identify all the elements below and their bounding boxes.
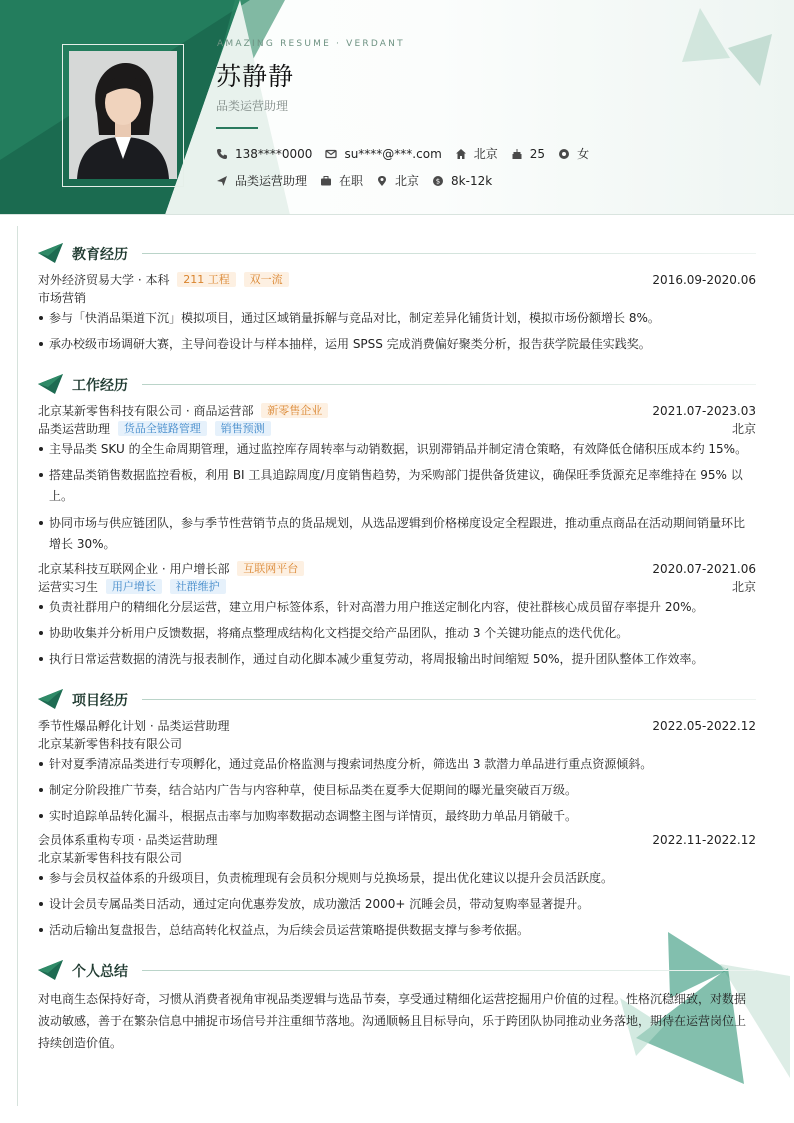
job-role-row	[38, 421, 756, 437]
intent-row	[216, 172, 505, 189]
job-role-row	[38, 579, 756, 595]
section-projects	[38, 688, 756, 710]
list-item	[38, 597, 756, 618]
status-value: 在职	[339, 174, 364, 188]
section-title-projects: 项目经历	[72, 693, 128, 709]
age-value: 25	[529, 146, 546, 161]
gender-value: 女	[577, 147, 590, 161]
bullet-dot	[39, 631, 43, 635]
list-item	[38, 308, 756, 329]
city-value: 北京	[473, 147, 498, 161]
company-name: 北京某新零售科技有限公司 · 商品运营部	[38, 404, 254, 418]
bullet-text: 参与「快消品渠道下沉」模拟项目，通过区域销量拆解与竞品对比，制定差异化铺货计划，模拟市场份额增长 8%。	[49, 311, 660, 325]
candidate-title: 品类运营助理	[216, 99, 289, 113]
bullet-dot	[39, 788, 43, 792]
project-name: 会员体系重构专项 · 品类运营助理	[38, 833, 218, 847]
cake-icon	[511, 148, 523, 160]
bullet-dot	[39, 902, 43, 906]
phone-value: 138****0000	[235, 146, 313, 161]
money-icon	[432, 175, 444, 187]
salary-item	[432, 174, 492, 188]
resume-kicker: AMAZING RESUME · VERDANT	[217, 39, 405, 49]
section-summary	[38, 959, 756, 981]
bullet-text: 针对夏季清凉品类进行专项孵化，通过竞品价格监测与搜索词热度分析，筛选出 3 款潜力单品进行重点资源倾斜。	[49, 757, 653, 771]
job-role: 品类运营助理	[38, 422, 111, 436]
paper-plane-flag-icon	[38, 960, 64, 980]
gender-item	[558, 145, 589, 162]
list-item	[38, 806, 756, 827]
project-name: 季节性爆品孵化计划 · 品类运营助理	[38, 719, 230, 733]
list-item	[38, 920, 756, 941]
bullet-dot	[39, 521, 43, 525]
list-item	[38, 868, 756, 889]
list-item	[38, 754, 756, 775]
briefcase-icon	[320, 175, 332, 187]
list-item	[38, 465, 756, 507]
bullet-text: 承办校级市场调研大赛，主导问卷设计与样本抽样，运用 SPSS 完成消费偏好聚类分析，报告获学院最佳实践奖。	[49, 337, 651, 351]
bullet-dot	[39, 316, 43, 320]
email-item	[325, 147, 441, 161]
bullet-dot	[39, 657, 43, 661]
project-date: 2022.11-2022.12	[652, 833, 756, 847]
paper-plane-flag-icon	[38, 689, 64, 709]
target-job-value: 品类运营助理	[235, 174, 308, 188]
education-tag: 211 工程	[177, 272, 236, 287]
bullet-dot	[39, 928, 43, 932]
bullet-text: 实时追踪单品转化漏斗，根据点击率与加购率数据动态调整主图与详情页，最终助力单品月销破千。	[49, 809, 578, 823]
job-header	[38, 403, 756, 419]
job-role: 运营实习生	[38, 580, 99, 594]
school-name: 对外经济贸易大学 · 本科	[38, 273, 170, 287]
role-tag: 用户增长	[106, 579, 162, 594]
list-item	[38, 780, 756, 801]
education-tag: 双一流	[244, 272, 289, 287]
bullet-text: 制定分阶段推广节奏，结合站内广告与内容种草，使目标品类在夏季大促期间的曝光量突破百万级。	[49, 783, 578, 797]
job-location: 北京	[731, 580, 756, 594]
status-item	[320, 172, 363, 189]
mail-icon	[325, 148, 337, 160]
paper-plane-flag-icon	[38, 243, 64, 263]
candidate-name: 苏静静	[216, 62, 295, 91]
role-tag: 销售预测	[215, 421, 271, 436]
job-header	[38, 561, 756, 577]
project-org: 北京某新零售科技有限公司	[38, 737, 183, 751]
title-underline	[216, 127, 258, 129]
section-title-work: 工作经历	[72, 378, 128, 394]
svg-text:$: $	[435, 177, 441, 186]
section-line	[142, 699, 756, 700]
section-work	[38, 373, 756, 395]
list-item	[38, 439, 756, 460]
list-item	[38, 623, 756, 644]
bullet-text: 负责社群用户的精细化分层运营，建立用户标签体系，针对高潜力用户推送定制化内容，使社群核心成员留存率提升 20%。	[49, 600, 704, 614]
company-tag: 互联网平台	[237, 561, 304, 576]
bullet-text: 执行日常运营数据的清洗与报表制作，通过自动化脚本减少重复劳动，将周报输出时间缩短 50%，提升团队整体工作效率。	[49, 652, 704, 666]
age-item	[511, 147, 545, 161]
bullet-text: 设计会员专属品类日活动，通过定向优惠券发放，成功激活 2000+ 沉睡会员，带动复购率显著提升。	[49, 897, 590, 911]
bullet-text: 主导品类 SKU 的全生命周期管理，通过监控库存周转率与动销数据，识别滞销品并制定清仓策略，有效降低仓储积压成本约 15%。	[49, 442, 748, 456]
bullet-dot	[39, 876, 43, 880]
header-divider	[0, 214, 794, 215]
email-value: su****@***.com	[344, 146, 442, 161]
bullet-text: 活动后输出复盘报告，总结高转化权益点，为后续会员运营策略提供数据支撑与参考依据。	[49, 923, 530, 937]
location-pin-icon	[376, 175, 388, 187]
paper-plane-flag-icon	[38, 374, 64, 394]
bullet-dot	[39, 447, 43, 451]
list-item	[38, 894, 756, 915]
section-education	[38, 242, 756, 264]
list-item	[38, 513, 756, 555]
bullet-text: 参与会员权益体系的升级项目，负责梳理现有会员积分规则与兑换场景，提出优化建议以提升会员活跃度。	[49, 871, 614, 885]
summary-text: 对电商生态保持好奇，习惯从消费者视角审视品类逻辑与选品节奏，享受通过精细化运营挖掘用户价值的过程。性格沉稳细致，对数据波动敏感，善于在繁杂信息中捕捉市场信号并注重细节落地。沟通顺畅且目标导向，乐于跨团队协同推动业务落地，期待在运营岗位上持续创造价值。	[38, 992, 747, 1050]
section-line	[142, 970, 756, 971]
role-tag: 社群维护	[170, 579, 226, 594]
home-icon	[455, 148, 467, 160]
list-item	[38, 334, 756, 355]
salary-value: 8k-12k	[451, 173, 493, 188]
job-date: 2021.07-2023.03	[652, 404, 756, 418]
left-rule	[17, 226, 18, 1106]
bullet-dot	[39, 473, 43, 477]
role-tag: 货品全链路管理	[118, 421, 207, 436]
bullet-text: 搭建品类销售数据监控看板，利用 BI 工具追踪周度/月度销售趋势，为采购部门提供备货建议，确保旺季货源充足率维持在 95% 以上。	[49, 468, 743, 503]
city-item	[455, 145, 498, 162]
bullet-text: 协同市场与供应链团队，参与季节性营销节点的货品规划，从选品逻辑到价格梯度设定全程跟进，推动重点商品在活动期间销量环比增长 30%。	[49, 516, 746, 551]
list-item	[38, 649, 756, 670]
bullet-dot	[39, 762, 43, 766]
phone-item	[216, 147, 312, 161]
company-name: 北京某科技互联网企业 · 用户增长部	[38, 562, 230, 576]
resume-header	[0, 0, 794, 215]
bullet-text: 协助收集并分析用户反馈数据，将痛点整理成结构化文档提交给产品团队，推动 3 个关键功能点的迭代优化。	[49, 626, 629, 640]
phone-icon	[216, 148, 228, 160]
section-title-education: 教育经历	[72, 247, 128, 263]
bullet-dot	[39, 342, 43, 346]
target-city-value: 北京	[395, 174, 420, 188]
target-job-item	[216, 172, 307, 189]
company-tag: 新零售企业	[261, 403, 328, 418]
bullet-dot	[39, 605, 43, 609]
section-line	[142, 384, 756, 385]
contact-row	[216, 145, 602, 162]
job-location: 北京	[731, 422, 756, 436]
project-header	[38, 832, 756, 848]
education-date: 2016.09-2020.06	[652, 273, 756, 287]
target-city-item	[376, 172, 419, 189]
gender-icon	[558, 148, 570, 160]
section-title-summary: 个人总结	[72, 964, 128, 980]
education-major: 市场营销	[38, 291, 87, 305]
education-header	[38, 272, 756, 288]
bullet-dot	[39, 814, 43, 818]
job-date: 2020.07-2021.06	[652, 562, 756, 576]
profile-photo	[69, 51, 177, 179]
project-org: 北京某新零售科技有限公司	[38, 851, 183, 865]
project-header	[38, 718, 756, 734]
send-icon	[216, 175, 228, 187]
section-line	[142, 253, 756, 254]
project-date: 2022.05-2022.12	[652, 719, 756, 733]
